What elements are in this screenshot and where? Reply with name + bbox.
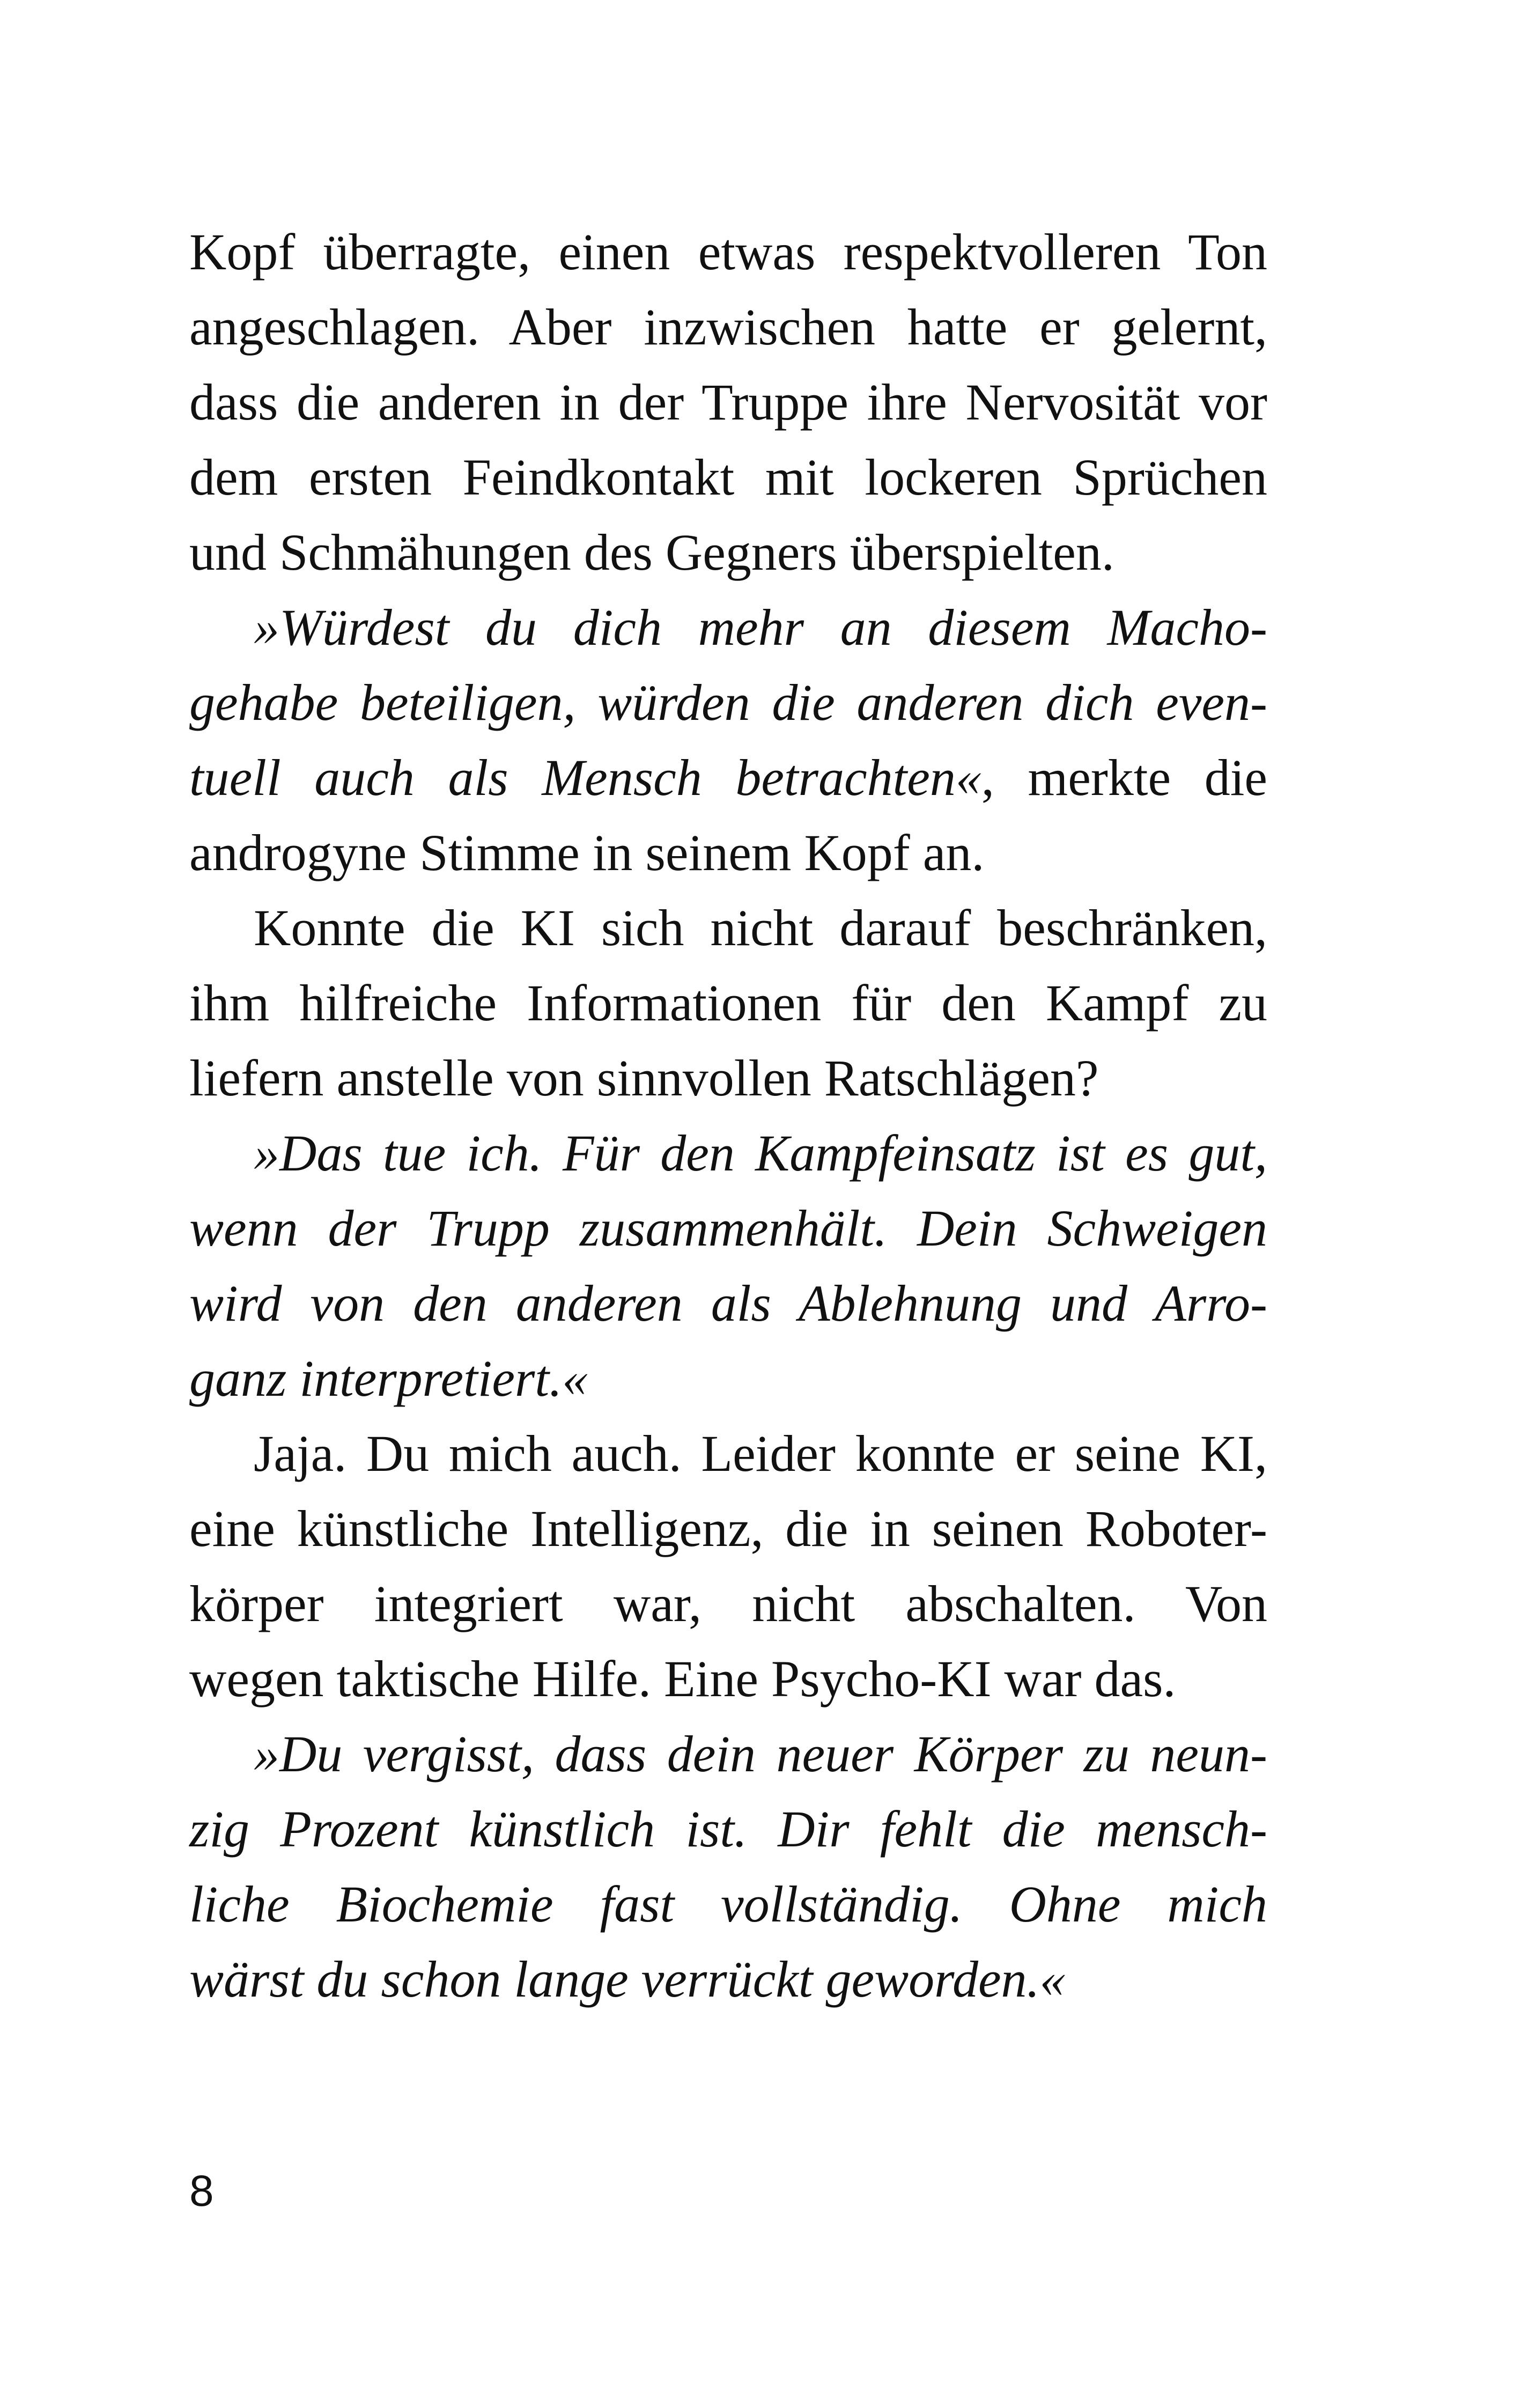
text-line	[189, 740, 1267, 815]
body-text	[189, 215, 1267, 2017]
text-run: ihm hilfreiche Informationen für den Kampf zu	[189, 974, 1267, 1032]
text-line	[189, 365, 1267, 440]
text-run: liefern anstelle von sinnvollen Ratschlägen?	[189, 1049, 1099, 1107]
italic-text-run: »Das tue ich. Für den Kampfeinsatz ist es gut,	[254, 1124, 1267, 1182]
text-run: dass die anderen in der Truppe ihre Nervosität vor	[189, 373, 1267, 431]
text-run: Konnte die KI sich nicht darauf beschränken,	[254, 899, 1267, 956]
text-line	[189, 1867, 1267, 1942]
text-line	[189, 1416, 1267, 1491]
text-line	[189, 215, 1267, 290]
text-run: Kopf überragte, einen etwas respektvolleren Ton	[189, 223, 1267, 281]
text-run: dem ersten Feindkontakt mit lockeren Sprüchen	[189, 448, 1267, 506]
text-line	[189, 1942, 1267, 2017]
italic-text-run: wird von den anderen als Ablehnung und Arro-	[189, 1275, 1267, 1332]
text-line	[189, 1491, 1267, 1566]
text-line	[189, 1717, 1267, 1792]
text-line	[189, 590, 1267, 665]
text-line	[189, 515, 1267, 590]
text-line	[189, 1041, 1267, 1116]
italic-text-run: tuell auch als Mensch betrachten«	[189, 749, 981, 806]
text-line	[189, 1792, 1267, 1867]
text-run: wegen taktische Hilfe. Eine Psycho-KI war das.	[189, 1650, 1176, 1707]
text-line	[189, 1341, 1267, 1416]
text-run: androgyne Stimme in seinem Kopf an.	[189, 824, 985, 881]
italic-text-run: wenn der Trupp zusammenhält. Dein Schweigen	[189, 1199, 1267, 1257]
text-run: angeschlagen. Aber inzwischen hatte er gelernt,	[189, 298, 1267, 356]
italic-text-run: ganz interpretiert.«	[189, 1350, 588, 1407]
text-run: eine künstliche Intelligenz, die in seinen Roboter-	[189, 1500, 1267, 1557]
text-line	[189, 290, 1267, 365]
text-line	[189, 665, 1267, 740]
text-line	[189, 1116, 1267, 1191]
text-line	[189, 966, 1267, 1041]
text-run: , merkte die	[981, 749, 1267, 806]
text-line	[189, 1266, 1267, 1341]
text-run: Jaja. Du mich auch. Leider konnte er seine KI,	[254, 1425, 1267, 1482]
page-number: 8	[189, 2167, 214, 2215]
text-line	[189, 1641, 1267, 1717]
italic-text-run: »Du vergisst, dass dein neuer Körper zu neun-	[254, 1725, 1267, 1783]
text-line	[189, 890, 1267, 966]
text-line	[189, 440, 1267, 515]
italic-text-run: wärst du schon lange verrückt geworden.«	[189, 1950, 1066, 2008]
text-run: körper integriert war, nicht abschalten. Von	[189, 1575, 1267, 1632]
text-line	[189, 1191, 1267, 1266]
text-line	[189, 815, 1267, 890]
italic-text-run: »Würdest du dich mehr an diesem Macho-	[254, 599, 1267, 656]
italic-text-run: liche Biochemie fast vollständig. Ohne mich	[189, 1875, 1267, 1933]
text-line	[189, 1566, 1267, 1641]
italic-text-run: gehabe beteiligen, würden die anderen dich even-	[189, 674, 1267, 731]
text-run: und Schmähungen des Gegners überspielten.	[189, 524, 1114, 581]
italic-text-run: zig Prozent künstlich ist. Dir fehlt die mensch-	[189, 1800, 1267, 1858]
